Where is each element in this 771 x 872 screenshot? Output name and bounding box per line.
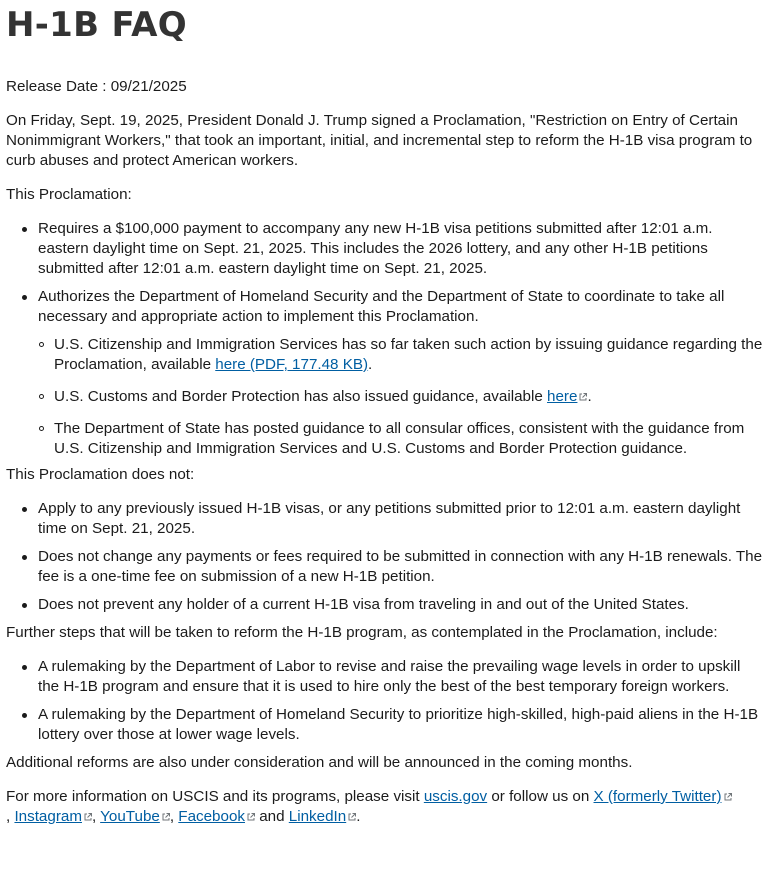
facebook-link[interactable]: Facebook [178, 808, 245, 825]
linkedin-link[interactable]: LinkedIn [288, 808, 347, 825]
release-date [6, 77, 765, 97]
punctuation: . [368, 356, 373, 373]
footer-text: or follow us on [487, 788, 594, 805]
additional-reforms: Additional reforms are also under consideration and will be announced in the coming months. [6, 754, 633, 771]
intro-paragraph: On Friday, Sept. 19, 2025, President Donald J. Trump signed a Proclamation, "Restriction on Entry of Certain Nonimmigrant Workers," that took an important, initial, and incremental step to reform the H-1B visa program to curb abuses and protect American workers. [6, 112, 753, 169]
punctuation: , [91, 808, 101, 825]
list-item-text: Authorizes the Department of Homeland Security and the Department of State to coordinate to take all necessary and appropriate action to implement this Proclamation. [38, 288, 725, 325]
list-item: Does not change any payments or fees required to be submitted in connection with any H-1B renewals. The fee is a one-time fee on submission of a new H-1B petition. [38, 547, 765, 587]
list-item: Requires a $100,000 payment to accompany any new H-1B visa petitions submitted after 12:01 a.m. eastern daylight time on Sept. 21, 2025. This includes the 2026 lottery, and any other H-1B petitions submitted after 12:01 a.m. eastern daylight time on Sept. 21, 2025. [38, 219, 765, 279]
does-not-heading: This Proclamation does not: [6, 466, 195, 483]
uscis-guidance-pdf-link[interactable]: here (PDF, 177.48 KB) [215, 356, 369, 373]
list-item [38, 287, 765, 459]
cbp-guidance-text: U.S. Customs and Border Protection has also issued guidance, available [54, 388, 548, 405]
external-link-icon [247, 813, 255, 821]
youtube-link[interactable]: YouTube [100, 808, 160, 825]
list-item: Does not prevent any holder of a current H-1B visa from traveling in and out of the United States. [38, 595, 765, 615]
sub-list-item [54, 335, 765, 375]
further-steps-list [6, 657, 765, 745]
cbp-guidance-link[interactable]: here [547, 388, 578, 405]
page-title: H-1B FAQ [6, 5, 187, 45]
x-twitter-link[interactable]: X (formerly Twitter) [593, 788, 722, 805]
footer-text: For more information on USCIS and its programs, please visit [6, 788, 424, 805]
external-link-icon [348, 813, 356, 821]
instagram-link[interactable]: Instagram [14, 808, 82, 825]
release-date-label: Release Date : [6, 78, 111, 95]
external-link-icon [84, 813, 92, 821]
sub-list-item [54, 387, 765, 407]
list-item: Apply to any previously issued H-1B visas, or any petitions submitted prior to 12:01 a.m. eastern daylight time on Sept. 21, 2025. [38, 499, 765, 539]
further-steps-heading: Further steps that will be taken to reform the H-1B program, as contemplated in the Proclamation, include: [6, 624, 718, 641]
punctuation: , [169, 808, 179, 825]
sub-list [38, 335, 765, 459]
sub-list-item: The Department of State has posted guidance to all consular offices, consistent with the guidance from U.S. Citizenship and Immigration Services and U.S. Customs and Border Protection guidance. [54, 419, 765, 459]
release-date-value: 09/21/2025 [110, 78, 187, 95]
list-item: A rulemaking by the Department of Labor to revise and raise the prevailing wage levels in order to upskill the H-1B program and ensure that it is used to hire only the best of the best temporary foreign workers. [38, 657, 765, 697]
proclamation-list [6, 219, 765, 459]
external-link-icon [724, 793, 732, 801]
uscis-gov-link[interactable]: uscis.gov [423, 788, 488, 805]
external-link-icon [162, 813, 170, 821]
punctuation: . [356, 808, 361, 825]
punctuation: . [587, 388, 592, 405]
footer-paragraph [6, 787, 765, 827]
does-not-list [6, 499, 765, 615]
proclamation-heading: This Proclamation: [6, 186, 132, 203]
list-item: A rulemaking by the Department of Homeland Security to prioritize high-skilled, high-paid aliens in the H-1B lottery over those at lower wage levels. [38, 705, 765, 745]
punctuation: , [6, 808, 15, 825]
uscis-guidance-text: U.S. Citizenship and Immigration Services has so far taken such action by issuing guidance regarding the Proclamation, available [54, 336, 763, 373]
footer-text: and [255, 808, 289, 825]
